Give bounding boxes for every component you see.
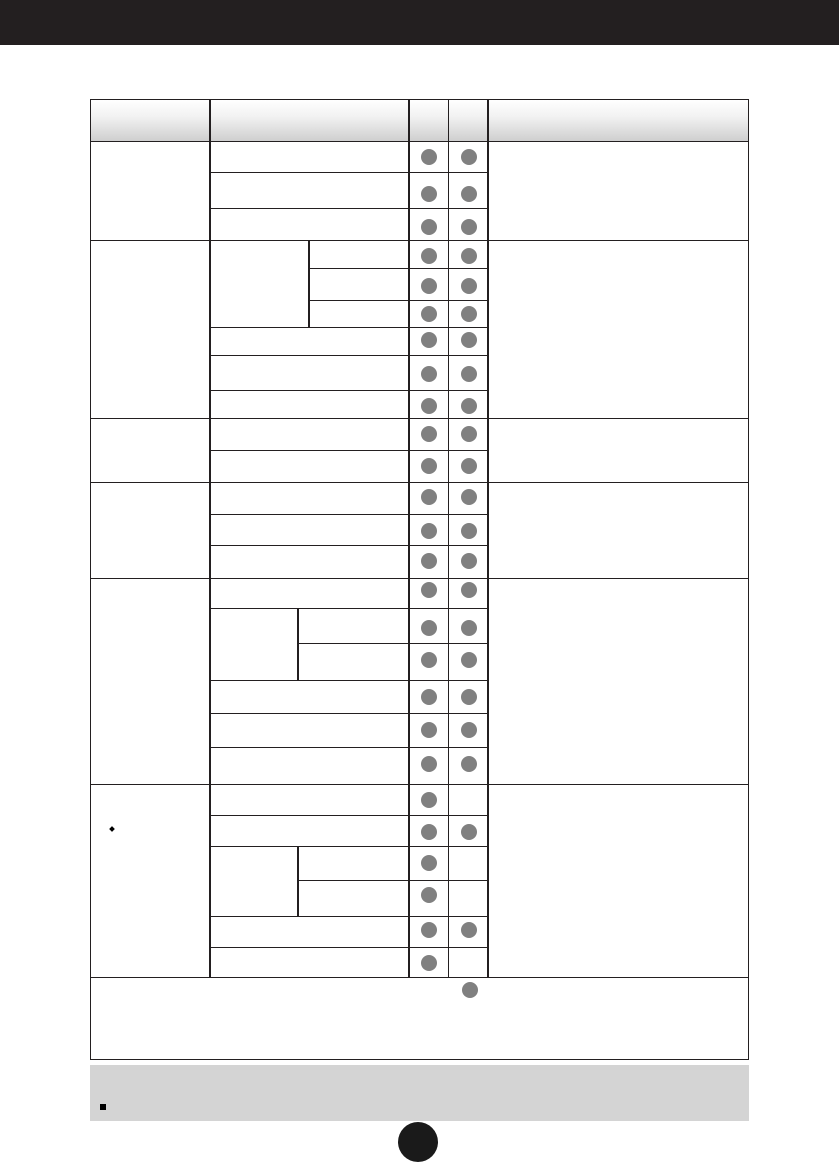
row-divider	[210, 815, 488, 816]
table-border-left	[90, 99, 91, 1060]
support-mark	[461, 620, 477, 636]
sub-col-divider	[308, 240, 310, 327]
page-number-badge	[398, 1122, 438, 1162]
legend-support-mark	[462, 982, 478, 998]
group-divider	[90, 784, 749, 785]
support-mark	[421, 398, 437, 414]
row-divider	[298, 880, 488, 881]
table-border-right	[748, 99, 749, 1060]
row-divider	[210, 608, 488, 609]
support-mark	[461, 756, 477, 772]
sub-col-divider	[297, 846, 299, 916]
row-divider	[210, 327, 488, 328]
support-mark	[461, 523, 477, 539]
support-mark	[421, 756, 437, 772]
support-mark	[461, 186, 477, 202]
group-divider	[90, 418, 749, 419]
support-mark	[461, 306, 477, 322]
header-divider	[90, 141, 749, 142]
note-box	[90, 1065, 749, 1121]
support-mark	[421, 955, 437, 971]
support-mark	[421, 722, 437, 738]
support-mark	[421, 366, 437, 382]
support-mark	[421, 186, 437, 202]
footnote-symbol	[109, 826, 115, 832]
row-divider	[210, 846, 488, 847]
support-mark	[421, 489, 437, 505]
support-mark	[421, 887, 437, 903]
top-header-bar	[0, 0, 839, 45]
table-border-bottom	[90, 1059, 749, 1060]
support-mark	[461, 458, 477, 474]
row-divider	[210, 545, 488, 546]
support-mark	[421, 523, 437, 539]
support-mark	[421, 553, 437, 569]
support-mark	[461, 824, 477, 840]
row-divider	[210, 514, 488, 515]
row-divider	[310, 300, 488, 301]
support-mark	[461, 553, 477, 569]
support-mark	[421, 149, 437, 165]
group-divider	[90, 482, 749, 483]
row-divider	[210, 172, 488, 173]
support-mark	[421, 458, 437, 474]
support-mark	[421, 855, 437, 871]
row-divider	[310, 268, 488, 269]
support-mark	[461, 248, 477, 264]
group-divider	[90, 240, 749, 241]
support-mark	[461, 922, 477, 938]
row-divider	[210, 355, 488, 356]
support-mark	[461, 722, 477, 738]
support-mark	[461, 149, 477, 165]
support-mark	[461, 489, 477, 505]
row-divider	[210, 713, 488, 714]
support-mark	[421, 620, 437, 636]
support-mark	[421, 652, 437, 668]
support-mark	[461, 332, 477, 348]
table-border-top	[90, 99, 749, 100]
table-header	[91, 100, 748, 141]
support-mark	[421, 248, 437, 264]
footnote-divider	[90, 977, 749, 978]
support-mark	[421, 922, 437, 938]
support-mark	[421, 582, 437, 598]
row-divider	[210, 208, 488, 209]
support-mark	[421, 792, 437, 808]
row-divider	[298, 643, 488, 644]
row-divider	[210, 680, 488, 681]
support-mark	[461, 582, 477, 598]
row-divider	[210, 450, 488, 451]
support-mark	[461, 366, 477, 382]
support-mark	[461, 689, 477, 705]
support-mark	[461, 652, 477, 668]
support-mark	[461, 426, 477, 442]
support-mark	[421, 824, 437, 840]
support-mark	[421, 219, 437, 235]
support-mark	[421, 426, 437, 442]
sub-col-divider	[297, 608, 299, 680]
support-mark	[421, 306, 437, 322]
support-mark	[421, 278, 437, 294]
support-mark	[421, 332, 437, 348]
row-divider	[210, 916, 488, 917]
row-divider	[210, 390, 488, 391]
support-mark	[461, 278, 477, 294]
note-bullet	[100, 1104, 106, 1110]
support-mark	[461, 219, 477, 235]
support-mark	[421, 689, 437, 705]
row-divider	[210, 947, 488, 948]
support-mark	[461, 398, 477, 414]
row-divider	[210, 747, 488, 748]
group-divider	[90, 578, 749, 579]
